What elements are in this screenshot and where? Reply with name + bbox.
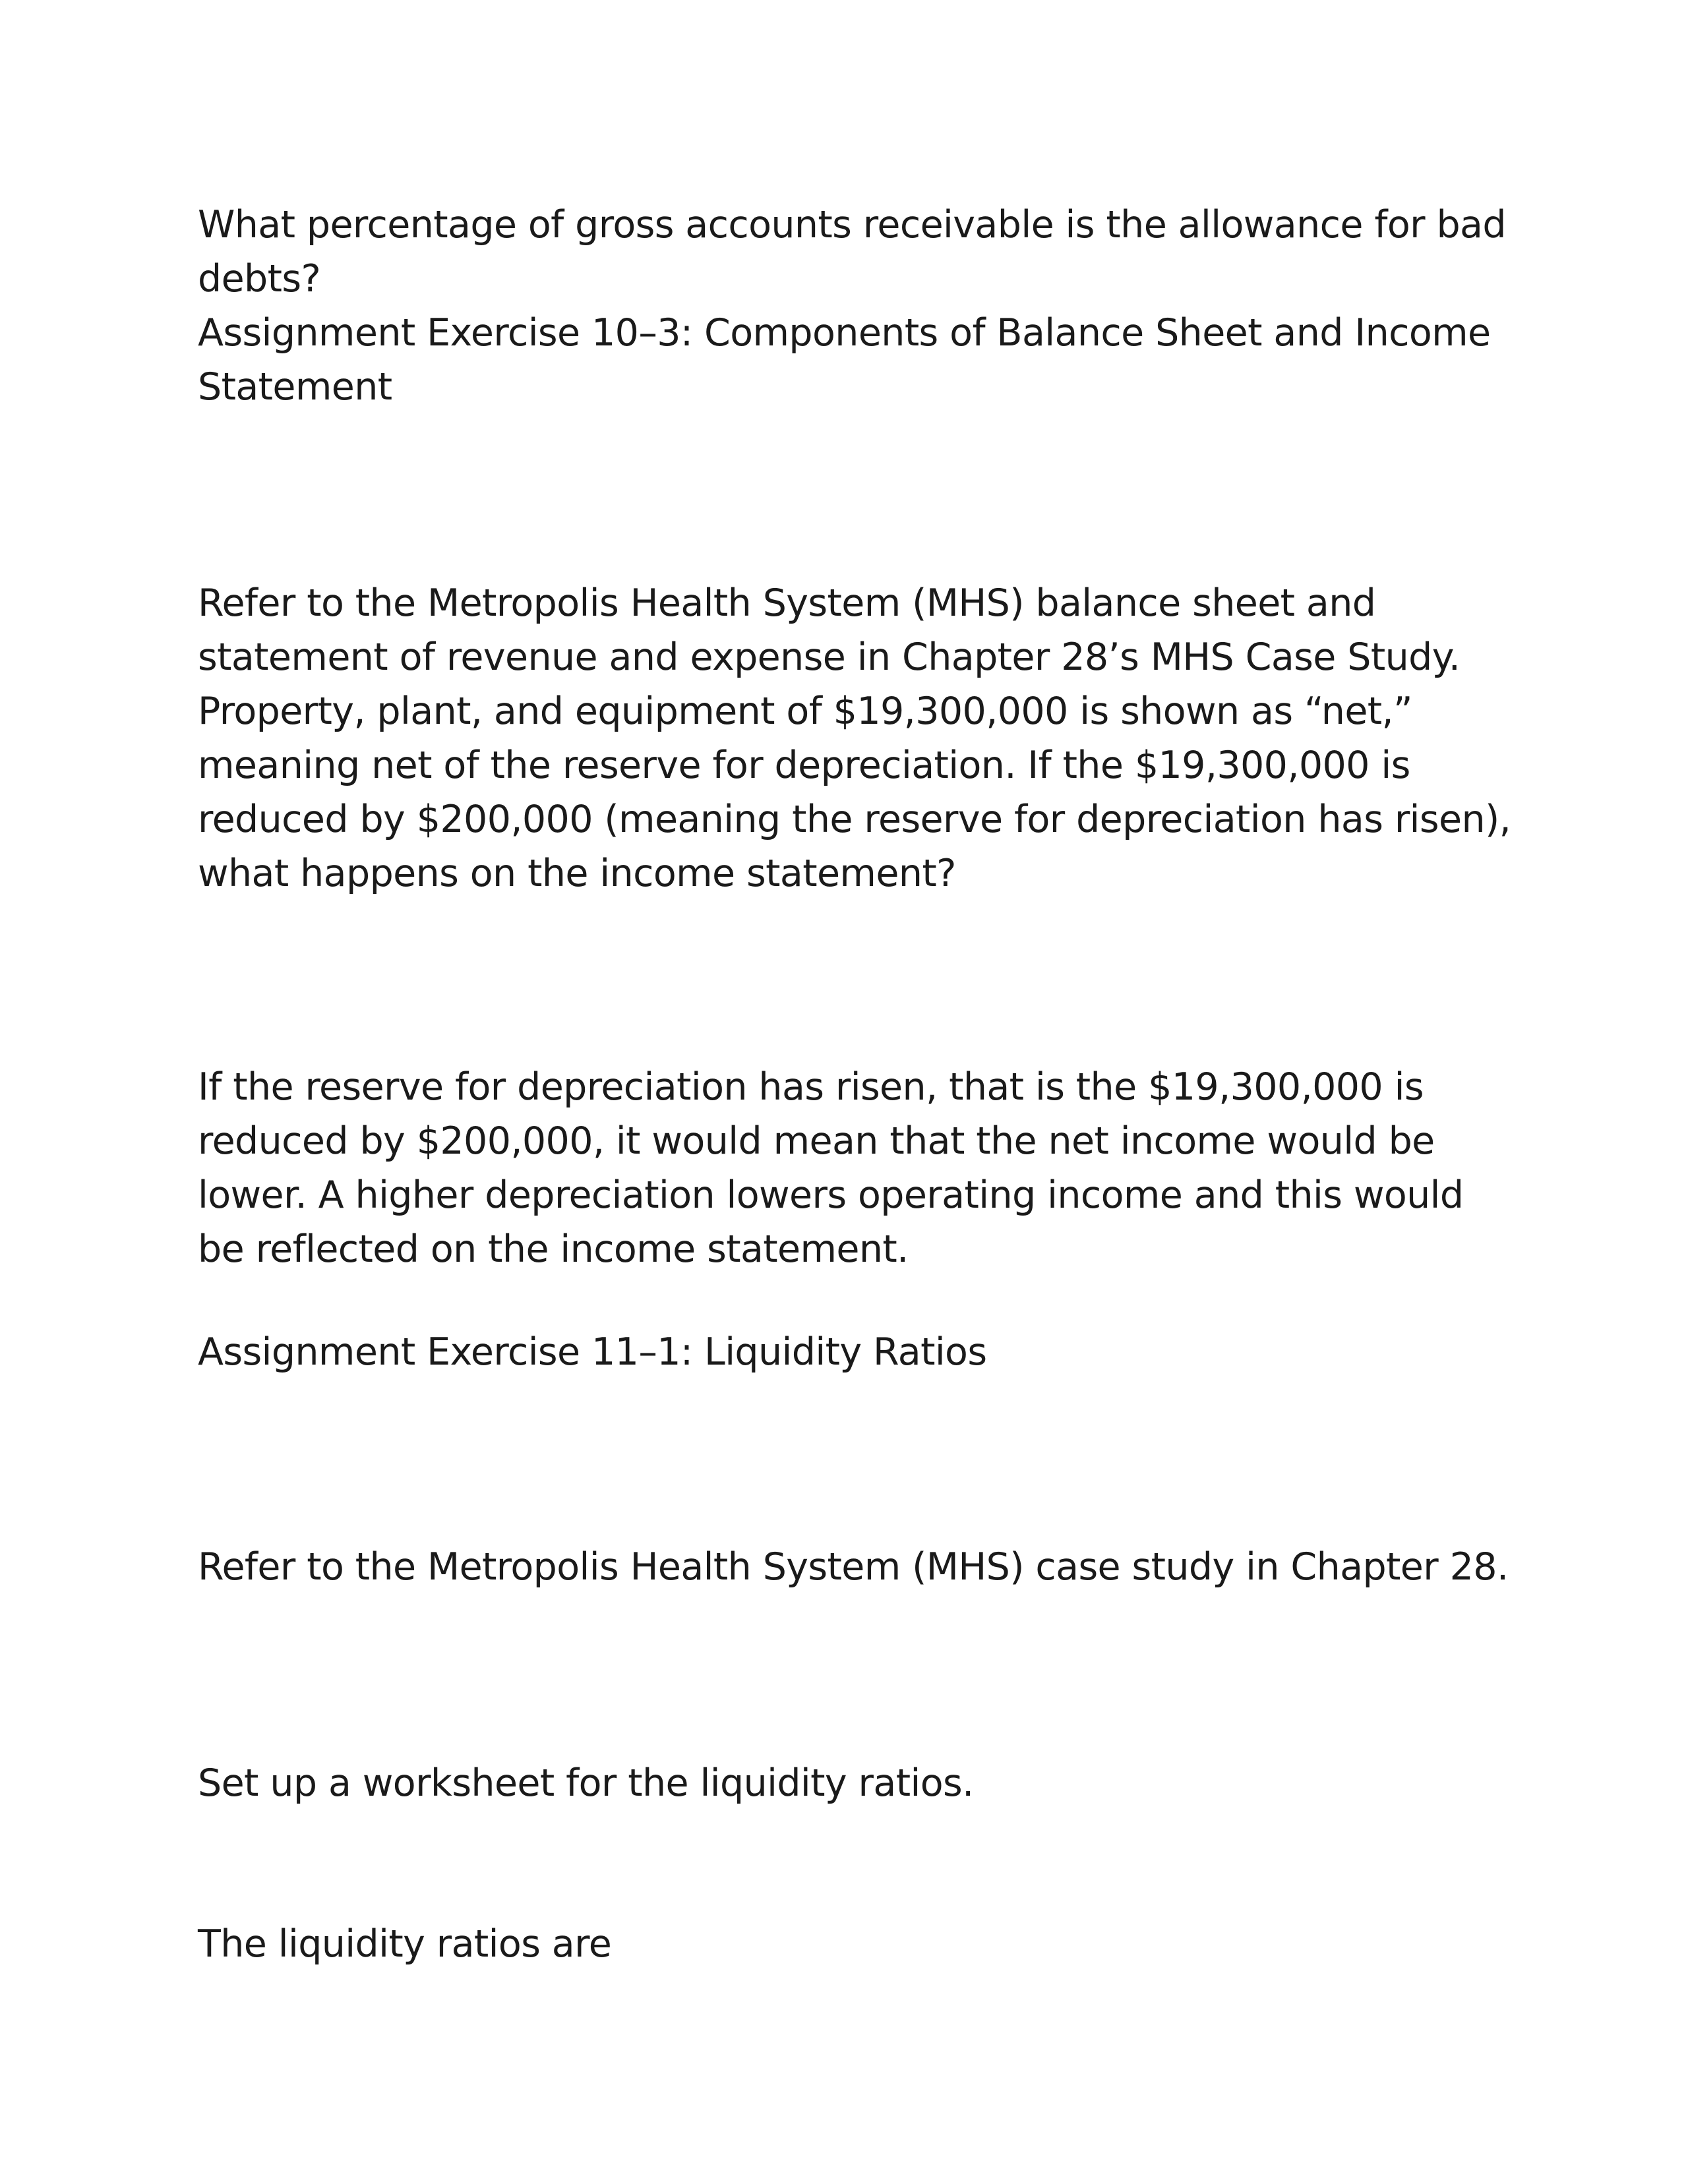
answer-exercise-10-3: If the reserve for depreciation has risen, that is the $19,300,000 is reduced by $200,000, it would mean that the net income would be lower. A higher depreciation lowers operating income and this would be reflected on the income statement.	[198, 1065, 1464, 1271]
prompt-exercise-10-3: Refer to the Metropolis Health System (MHS) balance sheet and statement of revenue and expense in Chapter 28’s MHS Case Study. Property, plant, and equipment of $19,300,000 is shown as “net,” meaning net of the reserve for depreciation. If the $19,300,000 is reduced by $200,000 (meaning the reserve for depreciation has risen), what happens on the income statement?	[198, 581, 1511, 895]
heading-exercise-11-1: Assignment Exercise 11–1: Liquidity Ratios	[198, 1330, 987, 1374]
heading-exercise-10-3: Assignment Exercise 10–3: Components of Balance Sheet and Income Statement	[198, 311, 1491, 409]
question-bad-debts: What percentage of gross accounts receivable is the allowance for bad debts?	[198, 203, 1506, 301]
liquidity-ratios-intro: The liquidity ratios are	[198, 1922, 612, 1966]
prompt-exercise-11-1: Refer to the Metropolis Health System (MHS) case study in Chapter 28.	[198, 1545, 1509, 1589]
instruction-worksheet: Set up a worksheet for the liquidity ratios.	[198, 1761, 974, 1805]
